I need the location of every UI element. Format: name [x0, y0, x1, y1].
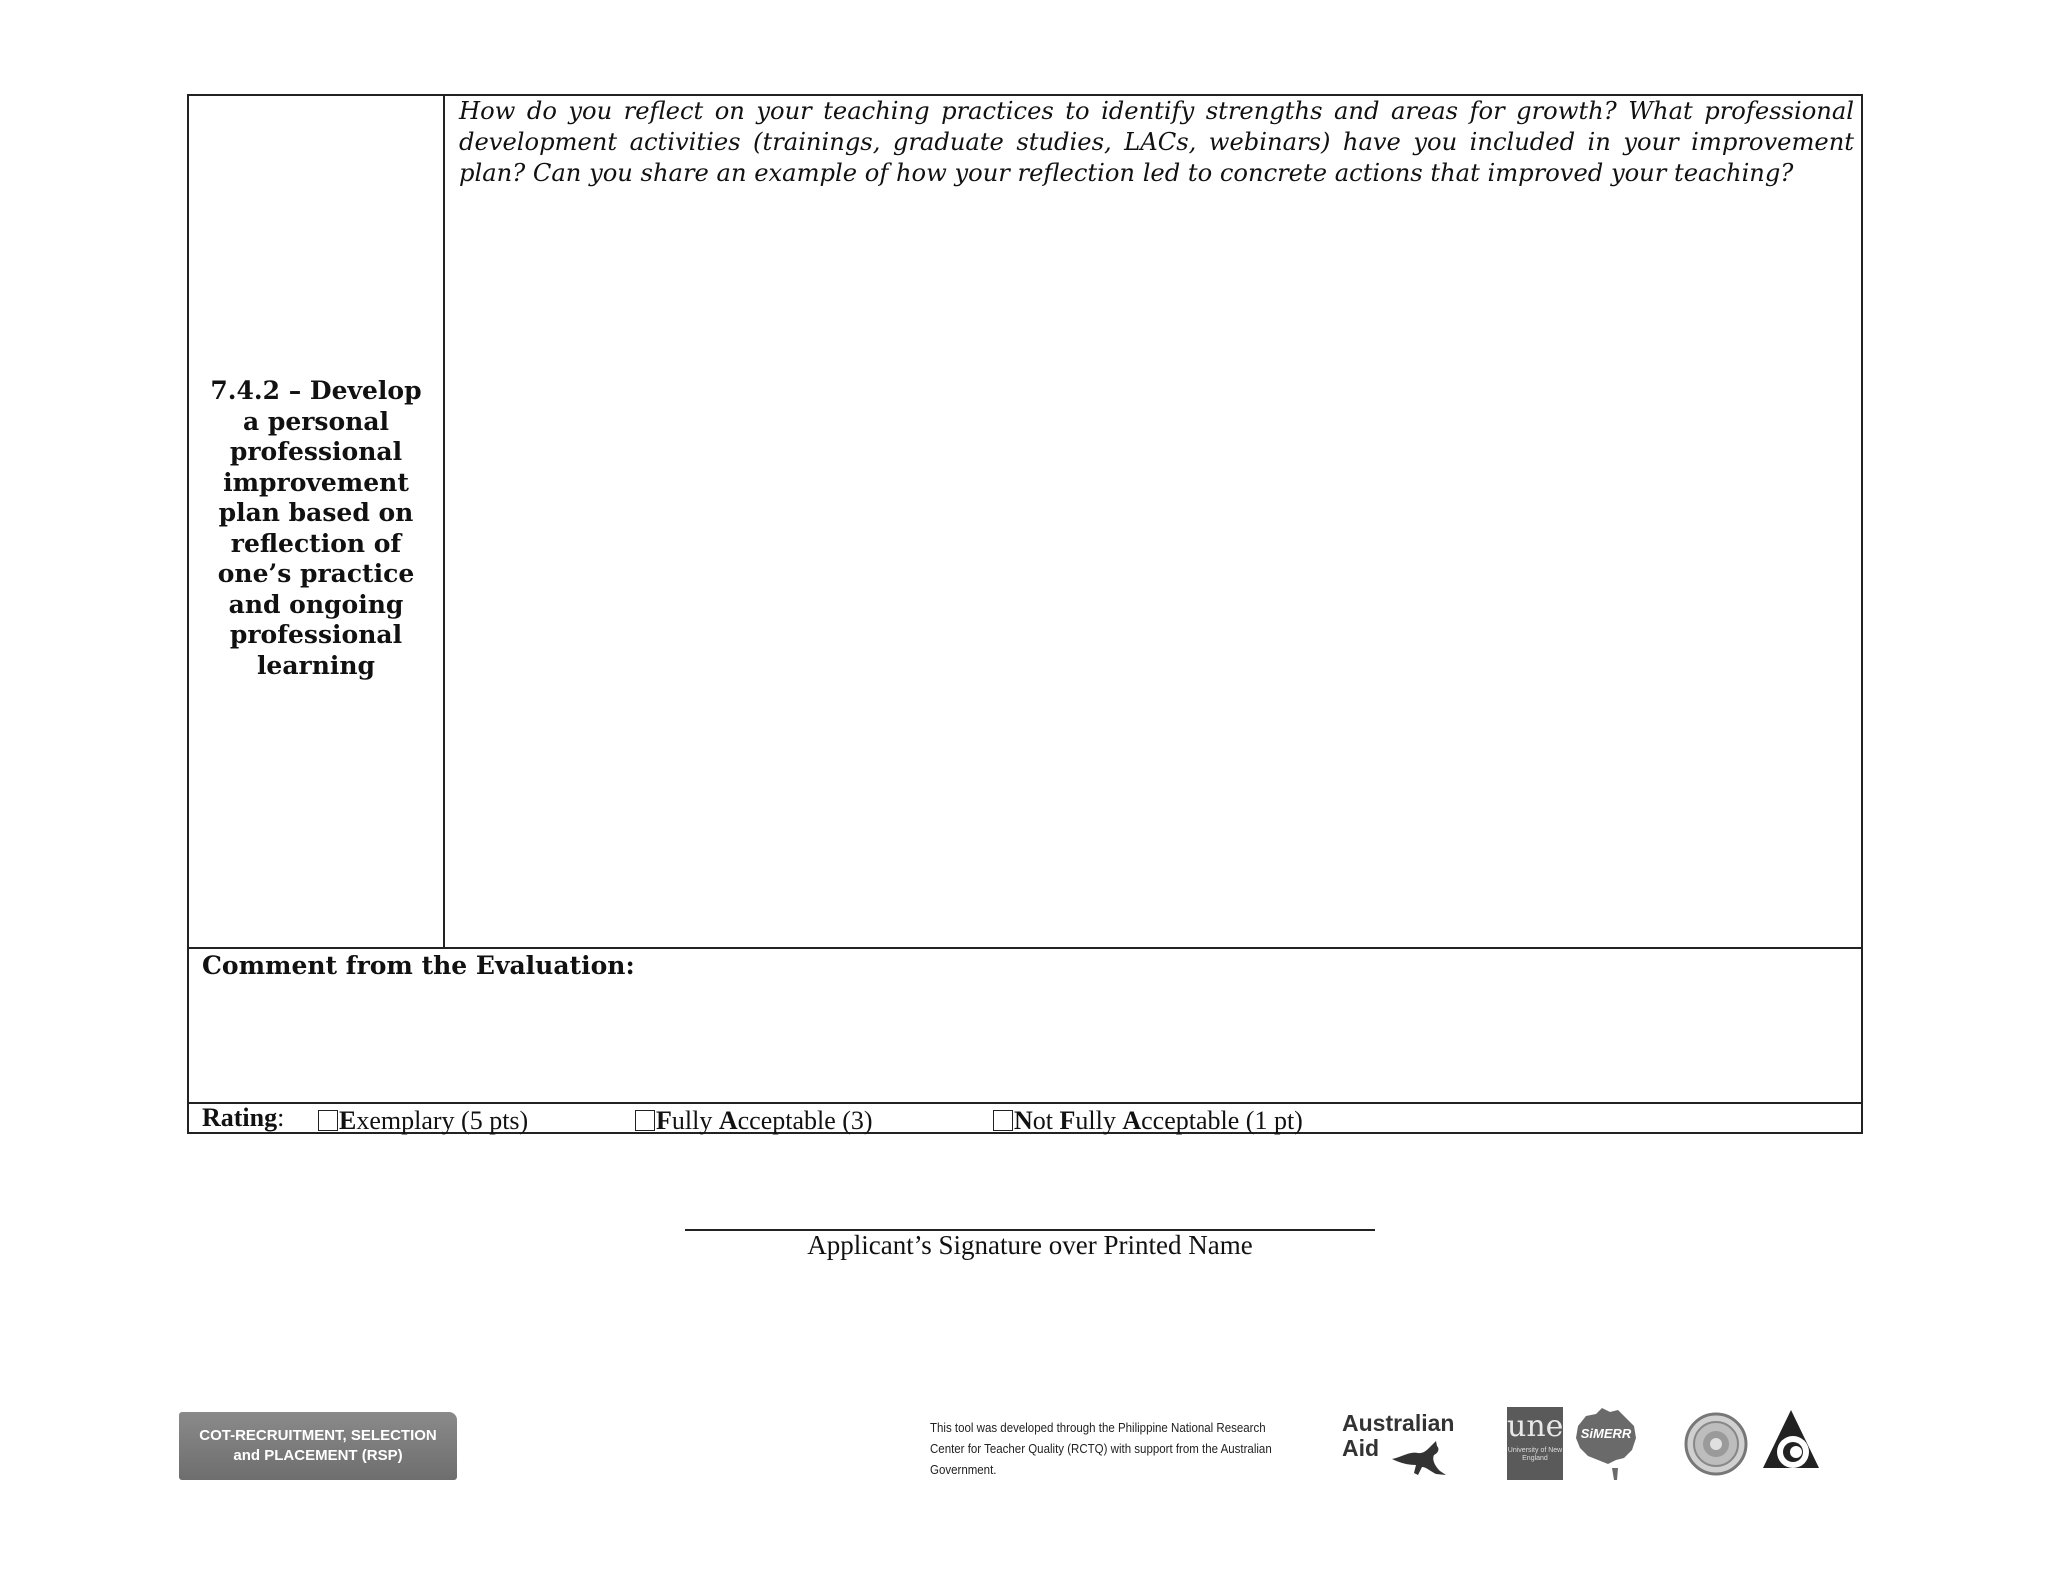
rsp-badge [179, 1412, 457, 1480]
question-cell [445, 96, 1861, 947]
assessment-table [187, 94, 1863, 1134]
option-initial: N [1014, 1106, 1033, 1135]
indicator-text: 7.4.2 – Develop a personal professional improvement plan based on reflection of one’s practice and ongoing professional learning [210, 376, 422, 680]
option-initial: E [339, 1106, 357, 1135]
option-initial: A [1122, 1106, 1142, 1135]
option-initial: F [1059, 1106, 1076, 1135]
option-text: ot [1032, 1106, 1060, 1135]
option-text: cceptable (1 pt) [1141, 1106, 1303, 1135]
rating-option-exemplary[interactable] [318, 1104, 528, 1138]
simerr-mark: SiMERR [1580, 1426, 1632, 1441]
kangaroo-icon [1388, 1437, 1448, 1479]
indicator-cell [189, 96, 445, 947]
rating-option-fully-acceptable[interactable] [635, 1104, 873, 1138]
indicator-row [189, 96, 1861, 949]
deped-seal-icon [1683, 1404, 1749, 1484]
aid-line-1: Australian [1342, 1410, 1455, 1436]
footer-note: This tool was developed through the Philippine National Research Center for Teacher Quality (RCTQ) with support from the Australian Government. [930, 1421, 1272, 1477]
option-initial: F [656, 1106, 672, 1135]
rating-label: Rating [202, 1103, 278, 1132]
checkbox-exemplary[interactable] [318, 1110, 338, 1131]
option-initial: A [718, 1106, 738, 1135]
badge-line-2: and PLACEMENT (RSP) [233, 1447, 403, 1464]
badge-line-1: COT-RECRUITMENT, SELECTION [199, 1427, 437, 1444]
comment-row [189, 949, 1861, 1104]
checkbox-fully-acceptable[interactable] [635, 1110, 655, 1131]
checkbox-not-fully-acceptable[interactable] [993, 1110, 1013, 1131]
option-text: ully [1075, 1106, 1123, 1135]
guide-question: How do you reflect on your teaching practices to identify strengths and areas for growth? What professional development activities (trainings, graduate studies, LACs, webinars) have you included in your improvement plan? Can you share an example of how your reflection led to concrete actions that improved your teaching? [459, 97, 1854, 187]
simerr-logo [1572, 1404, 1640, 1484]
rating-option-not-fully-acceptable[interactable] [993, 1104, 1303, 1138]
rctq-logo-icon [1759, 1406, 1823, 1484]
rating-colon: : [277, 1103, 285, 1132]
rating-line [202, 1101, 284, 1135]
option-text: xemplary (5 pts) [356, 1106, 529, 1135]
australian-aid-logo [1342, 1411, 1457, 1481]
signature-caption: Applicant’s Signature over Printed Name [807, 1230, 1253, 1260]
option-text: cceptable (3) [737, 1106, 873, 1135]
rating-row [189, 1104, 1861, 1134]
une-logo [1507, 1407, 1563, 1480]
une-subtext: University of New England [1507, 1447, 1563, 1462]
une-mark: une [1507, 1409, 1564, 1444]
option-text: ully [671, 1106, 719, 1135]
comment-label: Comment from the Evaluation: [202, 951, 635, 980]
aid-line-2: Aid [1342, 1435, 1380, 1461]
